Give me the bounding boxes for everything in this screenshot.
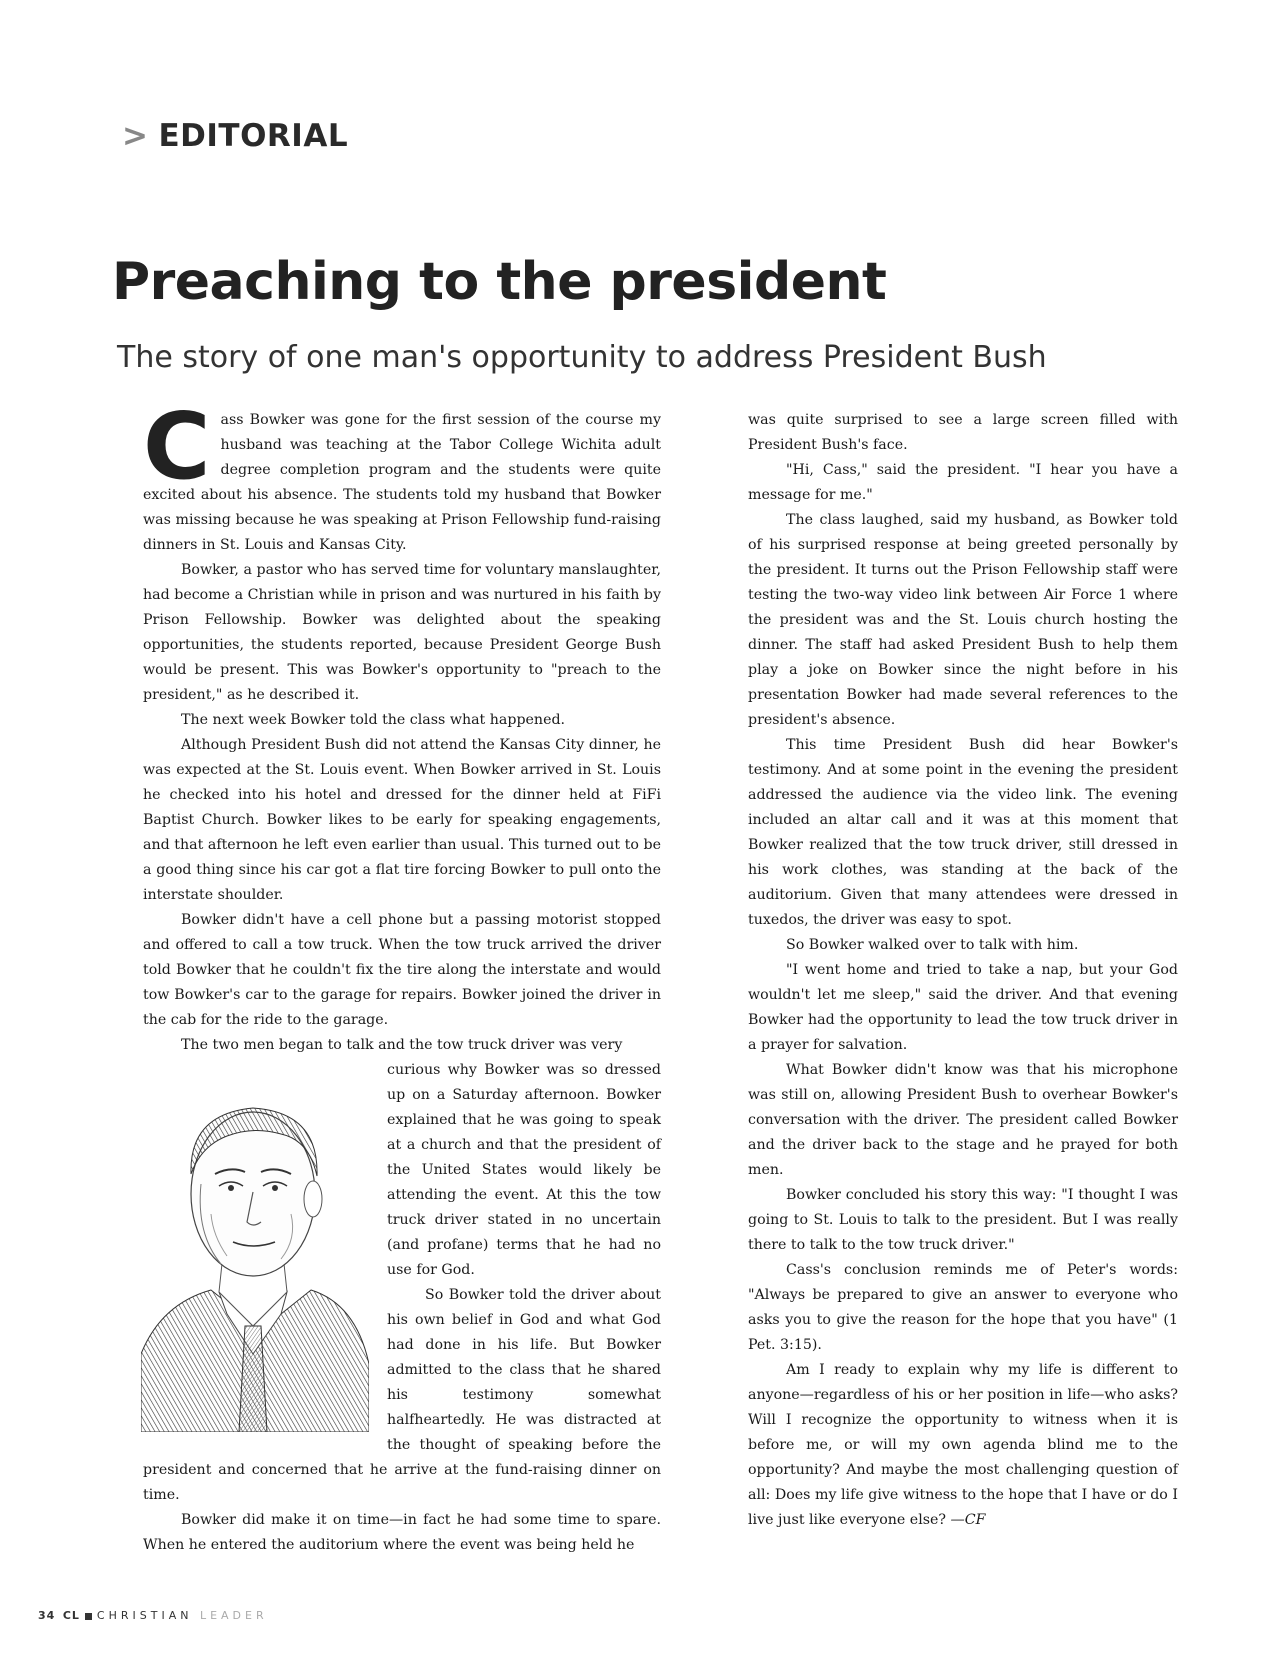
paragraph xyxy=(748,1358,1178,1533)
headline: Preaching to the president xyxy=(112,252,887,312)
paragraph: What Bowker didn't know was that his microphone was still on, allowing President Bush to overhear Bowker's conversation with the driver. The president called Bowker and the driver back to the stage and he prayed for both men. xyxy=(748,1062,1178,1178)
subhead: The story of one man's opportunity to address President Bush xyxy=(117,340,1047,375)
paragraph: The next week Bowker told the class what happened. xyxy=(181,712,566,728)
paragraph: "Hi, Cass," said the president. "I hear you have a message for me." xyxy=(748,462,1178,503)
paragraph: Bowker didn't have a cell phone but a passing motorist stopped and offered to call a tow truck. When the tow truck arrived the driver told Bowker that he couldn't fix the tire along the interstate and would tow Bowker's car to the garage for repairs. Bowker joined the driver in the cab for the ride to the garage. xyxy=(143,912,661,1028)
paragraph: Bowker concluded his story this way: "I thought I was going to St. Louis to talk to the president. But I was really there to talk to the tow truck driver." xyxy=(748,1187,1178,1253)
paragraph-start: The two men began to talk and the tow truck driver was very xyxy=(181,1037,623,1053)
paragraph-text: Am I ready to explain why my life is different to anyone—regardless of his or her position in life—who asks? Will I recognize the opportunity to witness when it is before me, or will my own agenda blind me to the opportunity? And maybe the most challenging question of all: Does my life give witness to the hope that I have or do I live just like everyone else? xyxy=(748,1362,1178,1528)
section-label-text: EDITORIAL xyxy=(158,118,349,154)
paragraph: Although President Bush did not attend the Kansas City dinner, he was expected at the St. Louis event. When Bowker arrived in St. Louis he checked into his hotel and dressed for the dinner held at FiFi Baptist Church. Bowker likes to be early for speaking engagements, and that afternoon he left even earlier than usual. This turned out to be a good thing since his car got a flat tire forcing Bowker to pull onto the interstate shoulder. xyxy=(143,737,661,903)
right-column xyxy=(748,408,1178,1533)
page-number: 34 xyxy=(38,1609,56,1622)
paragraph: was quite surprised to see a large screen filled with President Bush's face. xyxy=(748,412,1178,453)
signature: —CF xyxy=(946,1512,986,1528)
magazine-name-christian: CHRISTIAN xyxy=(96,1609,193,1622)
chevron-right-icon: > xyxy=(122,118,149,154)
paragraph: Cass's conclusion reminds me of Peter's words: "Always be prepared to give an answer to everyone who asks you to give the reason for the hope that you have" (1 Pet. 3:15). xyxy=(748,1262,1178,1353)
paragraph: Bowker, a pastor who has served time for voluntary manslaughter, had become a Christian while in prison and was nurtured in his faith by Prison Fellowship. Bowker was delighted about the speaking opportunities, the students reported, because President George Bush would be present. This was Bowker's opportunity to "preach to the president," as he described it. xyxy=(143,562,661,703)
paragraph: So Bowker walked over to talk with him. xyxy=(786,937,1079,953)
paragraph: Bowker did make it on time—in fact he had some time to spare. When he entered the auditorium where the event was being held he xyxy=(143,1512,661,1553)
president-portrait-illustration xyxy=(141,1064,369,1432)
paragraph: curious why Bowker was so dressed up on a Saturday afternoon. Bowker explained that he was going to speak at a church and that the president of the United States would likely be attending the event. At this the tow truck driver stated in no uncertain (and profane) terms that he had no use for God. xyxy=(387,1062,661,1278)
paragraph: The class laughed, said my husband, as Bowker told of his surprised response at being greeted personally by the president. It turns out the Prison Fellowship staff were testing the two-way video link between Air Force 1 where the president was and the St. Louis church hosting the dinner. The staff had asked President Bush to help them play a joke on Bowker since the night before in his presentation Bowker had made several references to the president's absence. xyxy=(748,512,1178,728)
paragraph: "I went home and tried to take a nap, but your God wouldn't let me sleep," said the driver. And that evening Bowker had the opportunity to lead the tow truck driver in a prayer for salvation. xyxy=(748,962,1178,1053)
section-label xyxy=(122,118,348,154)
left-column xyxy=(143,393,661,1558)
paragraph: This time President Bush did hear Bowker's testimony. And at some point in the evening the president addressed the audience via the video link. The evening included an altar call and it was at this moment that Bowker realized that the tow truck driver, still dressed in his work clothes, was standing at the back of the auditorium. Given that many attendees were dressed in tuxedos, the driver was easy to spot. xyxy=(748,737,1178,928)
page-footer xyxy=(38,1609,268,1622)
magazine-name-leader: LEADER xyxy=(199,1609,268,1622)
paragraph: So Bowker told the driver about his own belief in God and what God had done in his life. But Bowker admitted to the class that he shared his testimony somewhat halfheartedly. He was distracted at the thought of speaking before the president and concerned that he arrive at the fund-raising dinner on time. xyxy=(143,1287,661,1503)
paragraph: Cass Bowker was gone for the first session of the course my husband was teaching at the Tabor College Wichita adult degree completion program and the students were quite excited about his absence. The students told my husband that Bowker was missing because he was speaking at Prison Fellowship fund-raising dinners in St. Louis and Kansas City. xyxy=(143,393,661,553)
drop-cap: C xyxy=(143,393,211,500)
magazine-abbrev: CL xyxy=(62,1609,80,1622)
paragraph-wrap xyxy=(143,1058,661,1508)
square-icon xyxy=(85,1613,92,1620)
portrait-svg xyxy=(141,1064,369,1432)
paragraph xyxy=(143,1033,661,1058)
